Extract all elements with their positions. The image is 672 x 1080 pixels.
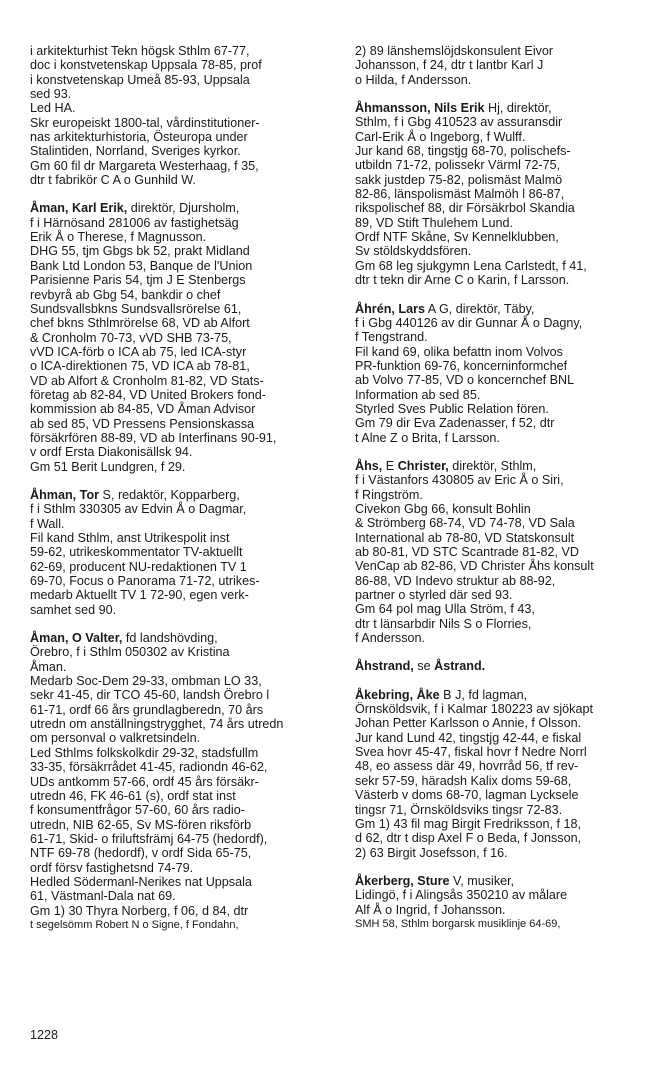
- entry-line: rikspolischef 88, dir Försäkrbol Skandia: [355, 201, 575, 216]
- entry-line: 89, VD Stift Thulehem Lund.: [355, 215, 513, 230]
- entry-line: Västerb v doms 68-70, lagman Lycksele: [355, 788, 579, 803]
- entry-line: i arkitekturhist Tekn högsk Sthlm 67-77,: [30, 44, 250, 58]
- entry-line: Svea hovr 45-47, fiskal hovr f Nedre Norrl: [355, 745, 587, 760]
- entry-line: ordf försv fastighetsnd 74-79.: [30, 860, 194, 875]
- entry-line: Sv stöldskyddsfören.: [355, 244, 472, 259]
- entry-name-part: Christer,: [397, 458, 449, 473]
- entry-line: revbyrå ab Gbg 54, bankdir o chef: [30, 287, 221, 302]
- entry-line: vVD ICA-förb o ICA ab 75, led ICA-styr: [30, 344, 247, 359]
- right-column: [355, 44, 660, 945]
- biography-entry: [30, 44, 350, 187]
- entry-line: f i Härnösand 281006 av fastighetsäg: [30, 215, 239, 230]
- entry-line: PR-funktion 69-76, koncerninformchef: [355, 358, 568, 373]
- entry-line: partner o styrled där sed 93.: [355, 588, 513, 603]
- entry-line: Styrled Sves Public Relation fören.: [355, 401, 549, 416]
- entry-line: f Andersson.: [355, 631, 426, 646]
- entry-name-part: Åstrand.: [434, 659, 486, 674]
- entry-line: Lidingö, f i Alingsås 350210 av målare: [355, 888, 568, 903]
- entry-line: Fil kand 69, olika befattn inom Volvos: [355, 344, 563, 359]
- entry-text: direktör, Djursholm,: [127, 201, 240, 216]
- entry-line: Gm 60 fil dr Margareta Westerhaag, f 35,: [30, 158, 259, 173]
- entry-line: Alf Å o Ingrid, f Johansson.: [355, 902, 506, 917]
- entry-line: dtr t länsarbdir Nils S o Florries,: [355, 616, 532, 631]
- entry-line: samhet sed 90.: [30, 602, 117, 617]
- entry-line: om personval o valkretsindeln.: [30, 731, 201, 746]
- entry-line: [30, 488, 350, 502]
- entry-line: o ICA-direktionen 75, VD ICA ab 78-81,: [30, 359, 250, 374]
- entry-line: utredn 46, FK 46-61 (s), ordf stat inst: [30, 788, 236, 803]
- entry-line: ab sed 85, VD Pressens Pensionskassa: [30, 416, 255, 431]
- entry-line: f i Västanfors 430805 av Eric Å o Siri,: [355, 473, 564, 488]
- entry-line: f konsumentfrågor 57-60, 60 års radio-: [30, 803, 245, 818]
- biography-entry: [355, 44, 660, 87]
- entry-line: Fil kand Sthlm, anst Utrikespolit inst: [30, 531, 230, 545]
- entry-line: VenCap ab 82-86, VD Christer Åhs konsult: [355, 559, 594, 574]
- entry-line: Led HA.: [30, 101, 76, 116]
- entry-line: sakk justdep 75-82, polismäst Malmö: [355, 172, 563, 187]
- entry-line: chef bkns Sthlmrörelse 68, VD ab Alfort: [30, 316, 250, 331]
- entry-line: t Alne Z o Brita, f Larsson.: [355, 430, 500, 445]
- entry-line: 82-86, länspolismäst Malmöh l 86-87,: [355, 187, 565, 202]
- entry-line: utbildn 71-72, polissekr Värml 72-75,: [355, 158, 561, 173]
- entry-line: NTF 69-78 (hedordf), v ordf Sida 65-75,: [30, 846, 252, 861]
- entry-line: Örebro, f i Sthlm 050302 av Kristina: [30, 645, 230, 660]
- entry-name: Åhman, Tor: [30, 487, 100, 502]
- entry-line: Information ab sed 85.: [355, 387, 481, 402]
- entry-line: dtr t tekn dir Arne C o Karin, f Larsson.: [355, 273, 570, 288]
- entry-line: 61-71, ordf 66 års grundlagberedn, 70 års: [30, 702, 264, 717]
- entry-line: företag ab 82-84, VD United Brokers fond-: [30, 387, 266, 402]
- entry-line: Jur kand 68, tingstjg 68-70, polischefs-: [355, 144, 571, 159]
- entry-line: 69-70, Focus o Panorama 71-72, utrikes-: [30, 574, 260, 589]
- entry-line: Parisienne Paris 54, tjm J E Stenbergs: [30, 273, 246, 288]
- entry-line: sed 93.: [30, 87, 72, 102]
- entry-line: Örnsköldsvik, f i Kalmar 180223 av sjökapt: [355, 702, 593, 717]
- entry-line: f i Sthlm 330305 av Edvin Å o Dagmar,: [30, 502, 247, 517]
- entry-line: Jur kand Lund 42, tingstjg 42-44, e fiskal: [355, 730, 582, 745]
- entry-text: direktör, Sthlm,: [448, 458, 537, 473]
- entry-line: 48, eo assess där 49, hovrråd 56, tf rev-: [355, 759, 579, 774]
- entry-line: Gm 64 pol mag Ulla Ström, f 43,: [355, 602, 535, 617]
- entry-line: Gm 1) 30 Thyra Norberg, f 06, d 84, dtr: [30, 903, 249, 918]
- entry-line: DHG 55, tjm Gbgs bk 52, prakt Midland: [30, 244, 250, 259]
- biography-entry: [30, 488, 350, 617]
- entry-line: ab 80-81, VD STC Scantrade 81-82, VD: [355, 545, 580, 559]
- entry-line: [30, 201, 350, 215]
- entry-line: sekr 41-45, dir TCO 45-60, landsh Örebro l: [30, 688, 270, 703]
- entry-name: Åman, Karl Erik,: [30, 201, 128, 216]
- entry-line: f i Gbg 440126 av dir Gunnar Å o Dagny,: [355, 315, 583, 330]
- entry-line: tingsr 71, Örnsköldsviks tingsr 72-83.: [355, 802, 563, 817]
- entry-line: Ordf NTF Skåne, Sv Kennelklubben,: [355, 230, 559, 245]
- entry-line: International ab 78-80, VD Statskonsult: [355, 530, 575, 545]
- entry-line: utredn om anställningstrygghet, 74 års utredn: [30, 717, 284, 732]
- entry-line: Led Sthlms folkskolkdir 29-32, stadsfullm: [30, 745, 259, 760]
- entry-line: Johan Petter Karlsson o Annie, f Olsson.: [355, 716, 582, 731]
- entry-line: d 62, dtr t disp Axel F o Beda, f Jonsson,: [355, 831, 582, 846]
- entry-line: 2) 89 länshemslöjdskonsulent Eivor: [355, 44, 554, 58]
- entry-text: B J, fd lagman,: [439, 687, 528, 702]
- entry-line: VD ab Alfort & Cronholm 81-82, VD Stats-: [30, 373, 264, 388]
- biography-entry: [355, 688, 660, 860]
- entry-line: doc i konstvetenskap Uppsala 78-85, prof: [30, 58, 262, 73]
- entry-line: 59-62, utrikeskommentator TV-aktuellt: [30, 545, 243, 560]
- biography-entry: [355, 659, 660, 673]
- entry-line: & Strömberg 68-74, VD 74-78, VD Sala: [355, 516, 575, 531]
- entry-line: 2) 63 Birgit Josefsson, f 16.: [355, 845, 508, 860]
- entry-line: 61, Västmanl-Dala nat 69.: [30, 889, 176, 904]
- entry-line: 62-69, producent NU-redaktionen TV 1: [30, 559, 247, 574]
- entry-name: Åhstrand,: [355, 659, 414, 674]
- biography-entry: [355, 459, 660, 645]
- entry-text: V, musiker,: [449, 873, 515, 888]
- entry-text: Hj, direktör,: [484, 101, 552, 116]
- entry-line: [355, 659, 660, 673]
- entry-line: [355, 101, 660, 115]
- entry-text: A G, direktör, Täby,: [425, 301, 535, 316]
- entry-line: 33-35, försäkrrådet 41-45, radiondn 46-62,: [30, 760, 268, 775]
- entry-name: Åhrén, Lars: [355, 301, 425, 316]
- entry-line: [355, 688, 660, 702]
- entry-line: Sthlm, f i Gbg 410523 av assuransdir: [355, 115, 563, 130]
- entry-line: i konstvetenskap Umeå 85-93, Uppsala: [30, 72, 250, 87]
- entry-line: utredn, NIB 62-65, Sv MS-fören riksförb: [30, 817, 252, 832]
- entry-line: Bank Ltd London 53, Banque de l'Union: [30, 258, 253, 273]
- entry-line: nas arkitekturhistoria, Östeuropa under: [30, 130, 248, 145]
- biography-entry: [355, 874, 660, 931]
- entry-line: Skr europeiskt 1800-tal, vårdinstitutioner-: [30, 115, 260, 130]
- entry-line: Johansson, f 24, dtr t lantbr Karl J: [355, 58, 544, 73]
- entry-line: o Hilda, f Andersson.: [355, 72, 472, 87]
- entry-name: Åkebring, Åke: [355, 687, 440, 702]
- entry-text: fd landshövding,: [122, 631, 218, 646]
- entry-line: Medarb Soc-Dem 29-33, ombman LO 33,: [30, 674, 262, 689]
- entry-line: Gm 79 dir Eva Zadenasser, f 52, dtr: [355, 416, 555, 431]
- entry-line: Civekon Gbg 66, konsult Bohlin: [355, 501, 531, 516]
- biography-entry: [355, 302, 660, 445]
- entry-line: 86-88, VD Indevo struktur ab 88-92,: [355, 573, 556, 588]
- entry-line: f Wall.: [30, 516, 65, 531]
- entry-line: ab Volvo 77-85, VD o koncernchef BNL: [355, 373, 575, 388]
- entry-text: S, redaktör, Kopparberg,: [99, 487, 240, 502]
- entry-line: Åman.: [30, 659, 67, 674]
- entry-line: Gm 51 Berit Lundgren, f 29.: [30, 459, 186, 474]
- entry-line: f Tengstrand.: [355, 330, 428, 345]
- entry-name: Åhmansson, Nils Erik: [355, 101, 485, 116]
- entry-line: [355, 459, 660, 473]
- entry-line: & Cronholm 70-73, vVD SHB 73-75,: [30, 330, 232, 345]
- entry-line: försäkrfören 88-89, VD ab Interfinans 90-91,: [30, 430, 277, 445]
- entry-name-middle: se: [413, 659, 435, 674]
- entry-name: Åman, O Valter,: [30, 631, 123, 646]
- entry-line: f Ringström.: [355, 487, 423, 502]
- entry-line: [355, 302, 660, 316]
- left-column: [30, 44, 350, 946]
- entry-line: [355, 874, 660, 888]
- entry-name-middle: E: [382, 458, 398, 473]
- entry-line: Gm 68 leg sjukgymn Lena Carlstedt, f 41,: [355, 258, 587, 273]
- biography-entry: [30, 631, 350, 932]
- entry-line: SMH 58, Sthlm borgarsk musiklinje 64-69,: [355, 917, 561, 930]
- entry-line: Hedled Södermanl-Nerikes nat Uppsala: [30, 874, 252, 889]
- entry-line: Gm 1) 43 fil mag Birgit Fredriksson, f 18,: [355, 816, 582, 831]
- entry-line: sekr 57-59, häradsh Kalix doms 59-68,: [355, 773, 572, 788]
- entry-line: [30, 631, 350, 645]
- entry-line: Stalintiden, Norrland, Sveriges kyrkor.: [30, 144, 241, 159]
- entry-line: v ordf Ersta Diakonisällsk 94.: [30, 445, 193, 460]
- entry-line: t segelsömm Robert N o Signe, f Fondahn,: [30, 918, 239, 931]
- entry-line: UDs antkomm 57-66, ordf 45 års försäkr-: [30, 774, 259, 789]
- entry-name: Åkerberg, Sture: [355, 873, 450, 888]
- entry-name: Åhs,: [355, 458, 383, 473]
- page-number: 1228: [30, 1028, 59, 1042]
- entry-line: Erik Å o Therese, f Magnusson.: [30, 230, 207, 245]
- biography-entry: [355, 101, 660, 287]
- entry-line: Sundsvallsbkns Sundsvallsrörelse 61,: [30, 301, 242, 316]
- entry-line: 61-71, Skid- o friluftsfrämj 64-75 (hedordf),: [30, 831, 268, 846]
- entry-line: Carl-Erik Å o Ingeborg, f Wulff.: [355, 129, 526, 144]
- entry-line: dtr t fabrikör C A o Gunhild W.: [30, 173, 196, 188]
- entry-line: medarb Aktuellt TV 1 72-90, egen verk-: [30, 588, 249, 603]
- biography-entry: [30, 201, 350, 474]
- entry-line: kommission ab 84-85, VD Åman Advisor: [30, 402, 256, 417]
